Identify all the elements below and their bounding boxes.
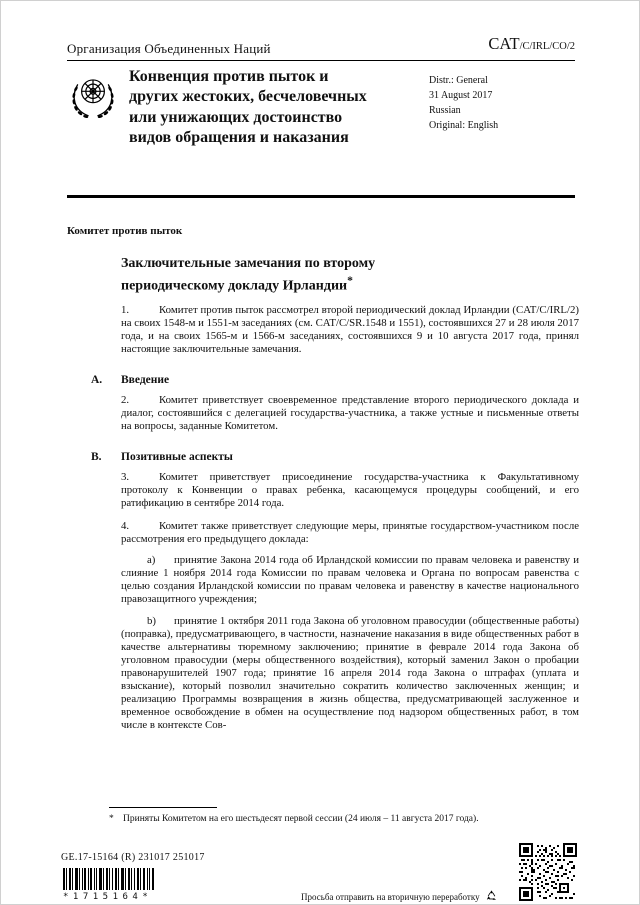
section-title: Позитивные аспекты (121, 450, 233, 463)
paragraph-number: 2. (121, 393, 130, 406)
footnote (109, 813, 561, 826)
paragraph-4 (121, 520, 579, 546)
committee-name: Комитет против пыток (67, 225, 183, 237)
distribution-block (429, 73, 498, 133)
paragraph-3 (121, 471, 579, 510)
footnote-text: Приняты Комитетом на его шестьдесят первой сессии (24 июля – 11 августа 2017 года). (123, 814, 479, 824)
section-heading-b (91, 451, 581, 463)
subparagraph-label: a) (147, 554, 156, 567)
convention-title (129, 67, 429, 149)
document-symbol (488, 34, 575, 54)
paragraph-text: Комитет приветствует присоединение государства-участника к Факультативному протоколу к Конвенции о правах ребенка, касающемуся процедуры сообщений, и его ратификацию в сентябре 2014 года. (121, 470, 579, 509)
paragraph-text: Комитет против пыток рассмотрел второй периодический доклад Ирландии (CAT/C/IRL/2) на своих 1548-м и 1551-м заседаниях (см. CAT/C/SR.1548 и 1551), состоявшихся 27 и 28 июля 2017 года, и на своих 1565-м и 1566-м заседаниях, состоявшихся 9 и 10 августа 2017 года, принял настоящие заключительные замечания. (121, 304, 579, 355)
convention-title-line: Конвенция против пыток и (129, 68, 329, 85)
date-line: 31 August 2017 (429, 90, 493, 101)
recycle-text: Просьба отправить на вторичную переработку (301, 891, 480, 902)
un-emblem-icon (67, 71, 119, 123)
paragraph-text: Комитет также приветствует следующие меры, принятые государством-участником после рассмотрения его предыдущего доклада: (121, 519, 579, 545)
masthead-divider (67, 195, 575, 198)
barcode-icon (63, 868, 155, 890)
language-line: Russian (429, 105, 461, 116)
recycle-notice (301, 889, 498, 904)
footnote-block (109, 807, 561, 826)
paragraph-text: Комитет приветствует своевременное представление второго периодического доклада и диалог, состоявшийся с делегацией государства-участника, а также устные и письменные ответы на вопросы, заданные Комитетом. (121, 393, 579, 432)
document-title-text: Заключительные замечания по второму периодическому докладу Ирландии (121, 256, 376, 294)
document-symbol-rest: /C/IRL/CO/2 (519, 41, 575, 52)
convention-title-line: других жестоких, бесчеловечных (129, 88, 367, 106)
section-title: Введение (121, 373, 170, 386)
paragraph-1 (121, 304, 579, 356)
organization-name: Организация Объединенных Наций (67, 41, 271, 56)
document-body (67, 225, 581, 732)
footnote-marker: * (109, 814, 114, 824)
footnote-reference: * (347, 274, 353, 288)
barcode (63, 868, 155, 902)
header-divider (67, 60, 575, 61)
section-letter: B. (91, 450, 102, 463)
document-title (121, 255, 451, 296)
paragraph-number: 3. (121, 470, 130, 483)
barcode-number: *1715164* (63, 892, 153, 902)
distr-line: Distr.: General (429, 75, 488, 86)
convention-title-line: видов обращения и наказания (129, 129, 349, 147)
section-letter: A. (91, 373, 103, 386)
subparagraph-text: принятие Закона 2014 года об Ирландской комиссии по правам человека и равенству и слияние 1 ноября 2014 года Комиссии по правам человека и Органа по вопросам равенства с целью создания Ирландской комиссии по правам человека и равенству в качестве национального правозащитного учреждения; (121, 554, 579, 606)
subparagraph-text: принятие 1 октября 2011 года Закона об уголовном правосудии (общественные работы) (поправка), предусматривающего, в частности, назначение наказания в виде общественных работ в качестве альтернативы тюремному заключению; принятие в феврале 2014 года Закона об уголовном правосудии (меры общественного воздействия), который заменил Закон о пробации правонарушителей 1907 года; принятие 16 апреля 2014 года Закона о штрафах (уплата и взыскание), который позволил значительно сократить количество заключенных женщин; и реализацию Программы возвращения в жизнь общества, предусматривающей заслуженное и временное освобождение в обмен на осуществление под надзором общественных работ, в том числе в контексте Сов- (121, 615, 579, 731)
ge-reference-number: GE.17-15164 (R) 231017 251017 (61, 852, 205, 863)
qr-code-icon (519, 843, 577, 901)
recycle-icon (485, 889, 498, 904)
subparagraph-label: b) (147, 615, 156, 628)
footnote-divider (109, 807, 217, 808)
paragraph-number: 1. (121, 304, 130, 317)
paragraph-number: 4. (121, 519, 130, 532)
convention-title-line: или унижающих достоинство (129, 108, 343, 126)
paragraph-2 (121, 394, 579, 433)
subparagraph-b (121, 615, 579, 732)
section-heading-a (91, 374, 581, 386)
document-symbol-main: CAT (488, 34, 520, 53)
original-language-line: Original: English (429, 120, 499, 131)
subparagraph-a (121, 554, 579, 606)
